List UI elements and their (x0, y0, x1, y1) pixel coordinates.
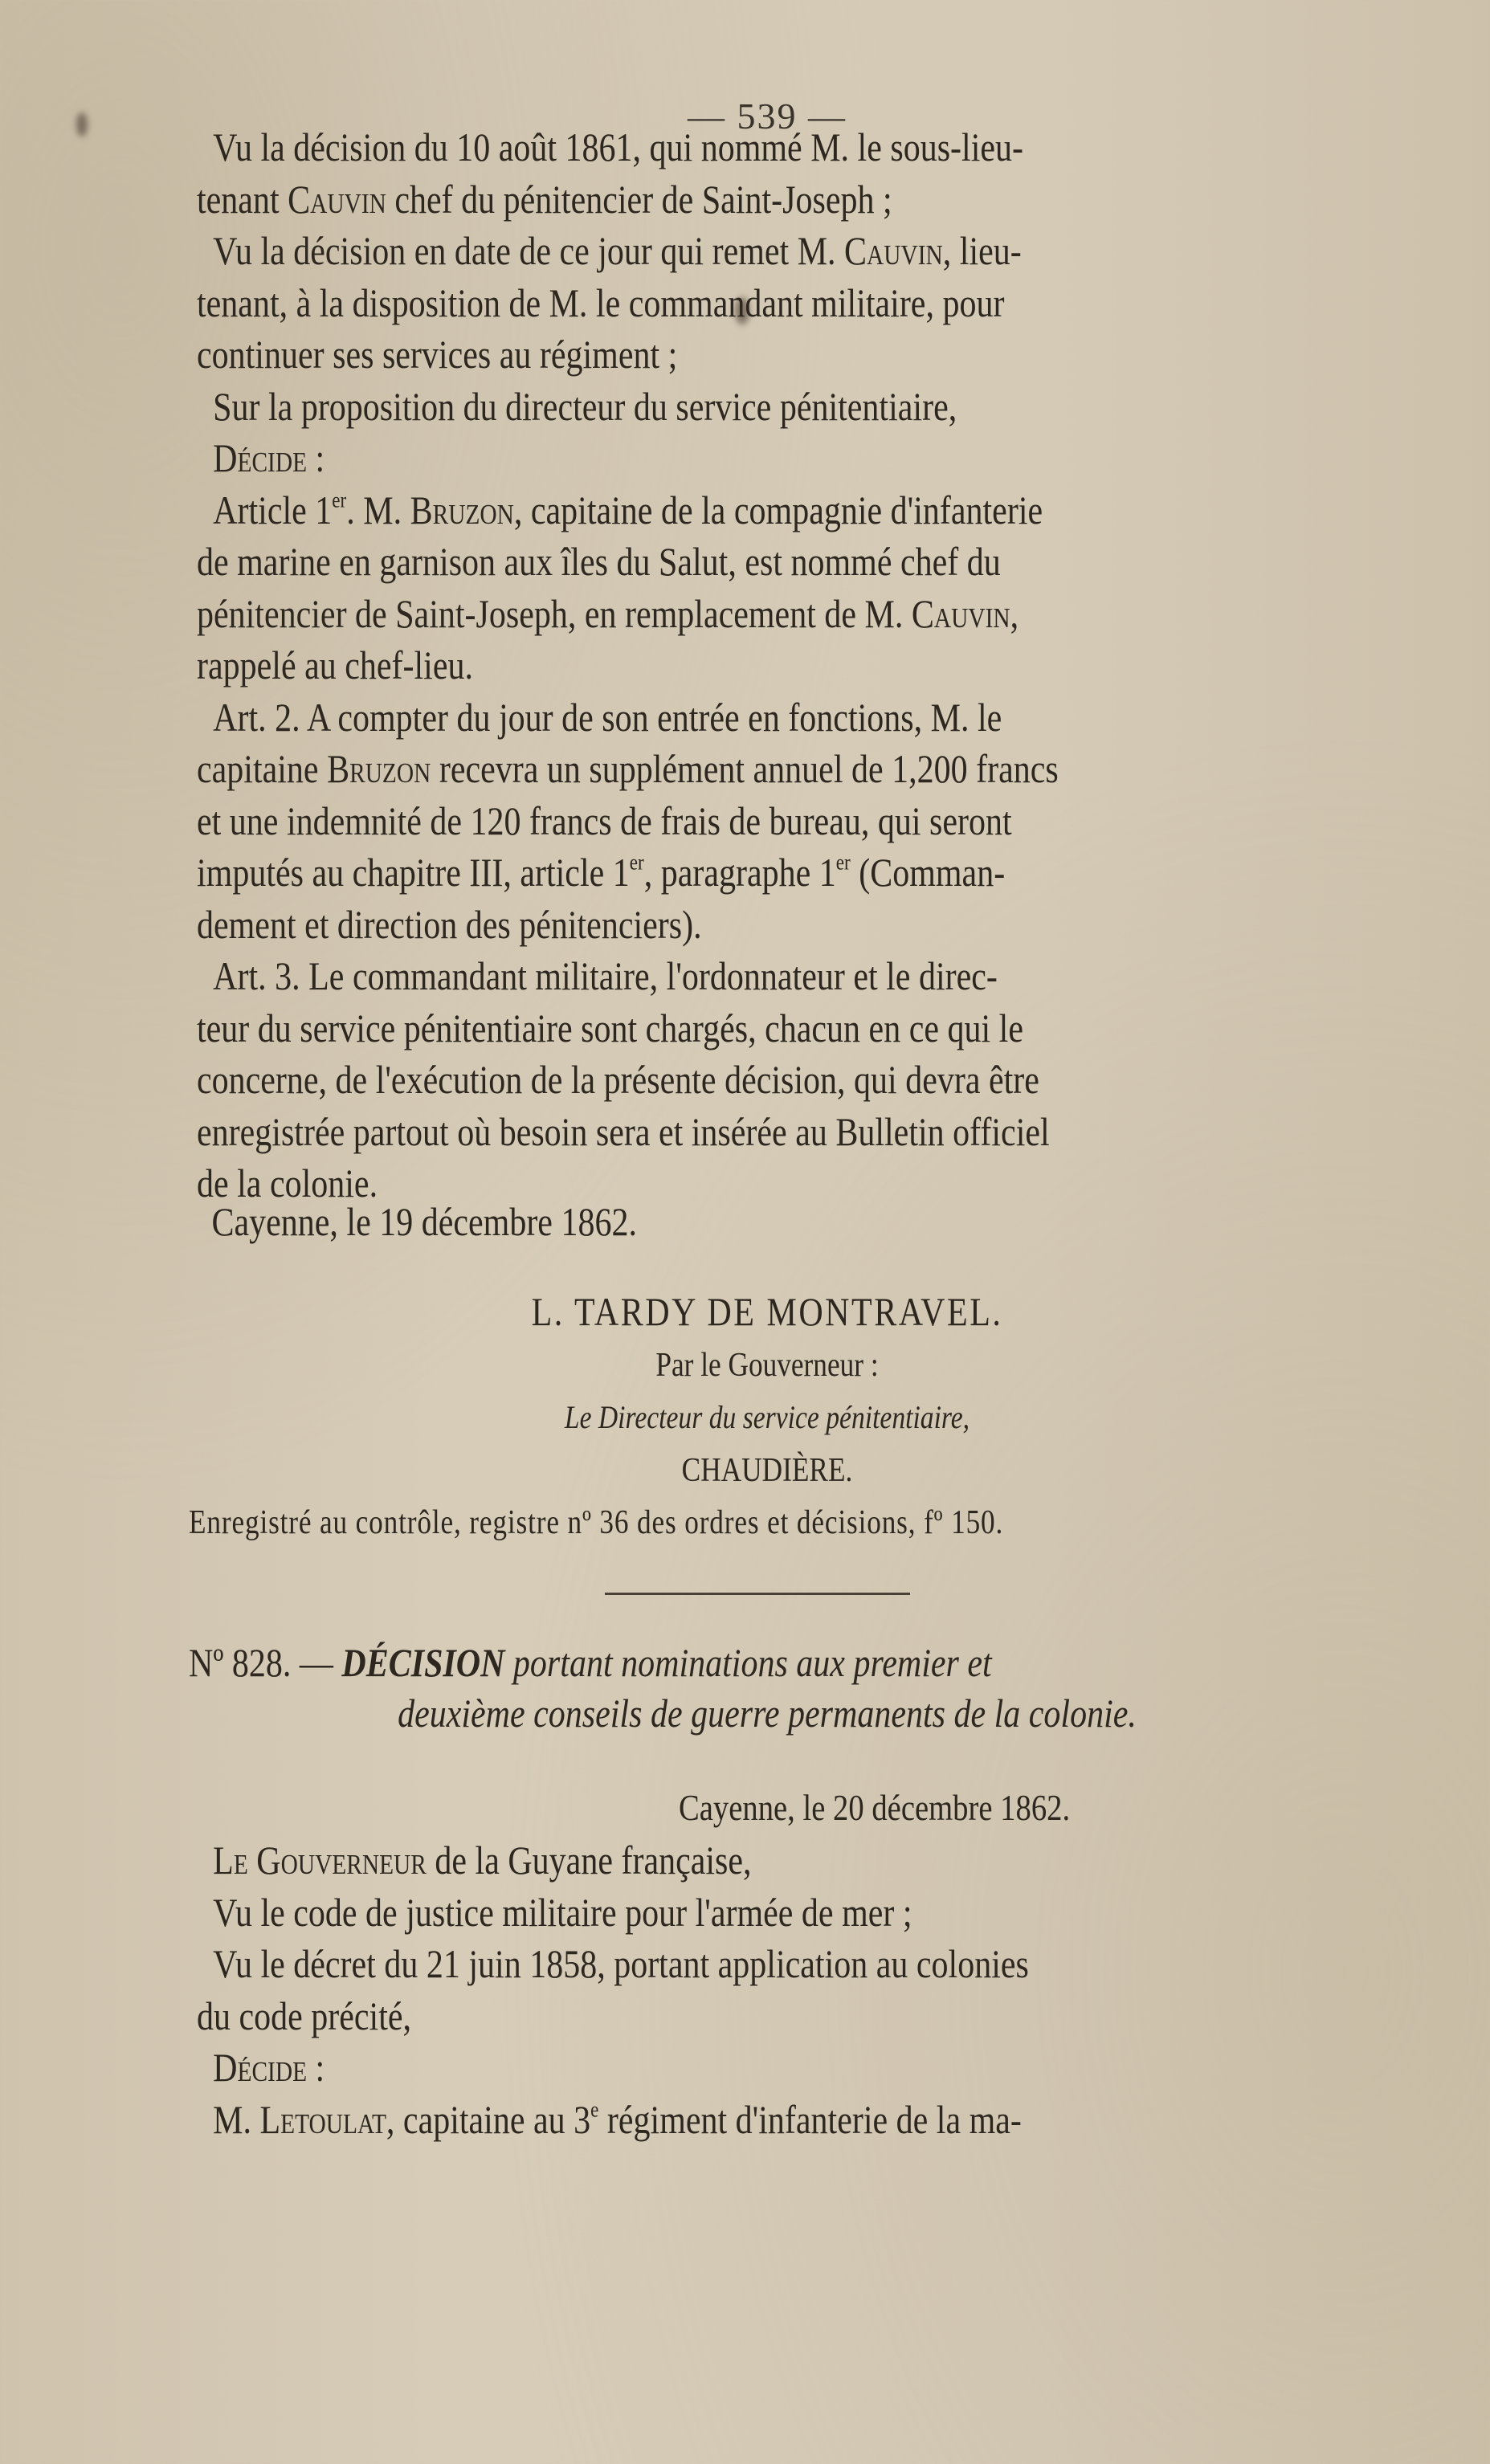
text-line (197, 1006, 1155, 1050)
text-run: de marine en garnison aux îles du Salut, est nommé chef du (197, 539, 1001, 584)
text-run: teur du service pénitentiaire sont chargés, chacun en ce qui le (197, 1005, 1023, 1050)
text-line (197, 487, 1171, 532)
small-caps-name: Cauvin (844, 228, 943, 273)
text-run: régiment d'infanterie de la ma- (598, 2096, 1022, 2142)
text-run: recevra un supplément annuel de 1,200 francs (431, 746, 1059, 791)
text-run: : (307, 2045, 325, 2090)
section-divider (605, 1593, 910, 1595)
text-run: : (307, 435, 325, 480)
text-run: Vu le code de justice militaire pour l'armée de mer ; (213, 1889, 912, 1935)
superscript: er (332, 486, 347, 512)
heading-text-1: portant nominations aux premier et (504, 1640, 992, 1685)
text-run: Article 1 (213, 487, 333, 532)
text-line (197, 280, 1155, 325)
text-line (197, 1109, 1155, 1154)
small-caps-name: Cauvin (911, 590, 1010, 636)
par-le-gouverneur: Par le Gouverneur : (655, 1347, 879, 1384)
superscript: er (629, 849, 644, 875)
text-line (197, 228, 1171, 273)
text-run: de la colonie. (197, 1161, 378, 1205)
text-run: concerne, de l'exécution de la présente décision, qui devra être (197, 1057, 1039, 1102)
text-run: rappelé au chef-lieu. (197, 643, 473, 687)
text-line (197, 695, 1171, 740)
text-run: M. (213, 2096, 260, 2142)
text-line (197, 539, 1155, 584)
text-run: , (1010, 590, 1019, 636)
text-line (197, 850, 1155, 895)
small-caps-name: Bruzon (410, 487, 514, 532)
director-name: CHAUDIÈRE. (681, 1452, 853, 1489)
registration-note: Enregistré au contrôle, registre nº 36 des ordres et décisions, fº 150. (189, 1504, 1004, 1541)
page-number: — 539 — (688, 96, 847, 137)
text-line (197, 591, 1155, 636)
text-line (197, 435, 1171, 480)
text-run: , capitaine de la compagnie d'infanterie (513, 487, 1043, 532)
text-run: Sur la proposition du directeur du service pénitentiaire, (213, 383, 957, 429)
text-line (197, 953, 1171, 998)
text-line (197, 1993, 1155, 2038)
paper-stain (76, 112, 88, 137)
text-run: chef du pénitencier de Saint-Joseph ; (386, 176, 892, 222)
superscript: e (590, 2095, 599, 2121)
text-run: Vu la décision du 10 août 1861, qui nommé M. le sous-lieu- (213, 124, 1024, 169)
text-line (197, 2097, 1171, 2142)
text-line (197, 2045, 1171, 2090)
small-caps-name: Décide (213, 435, 308, 480)
text-run: tenant (197, 176, 288, 222)
text-line (197, 1057, 1155, 1102)
date-line-2: Cayenne, le 20 décembre 1862. (679, 1787, 1071, 1828)
text-line (197, 1941, 1171, 1986)
text-run: tenant, à la disposition de M. le commandant militaire, pour (197, 279, 1005, 325)
text-run: enregistrée partout où besoin sera et insérée au Bulletin officiel (197, 1108, 1050, 1154)
small-caps-name: Décide (213, 2045, 308, 2090)
text-run: (Comman- (850, 850, 1006, 895)
decision-number: Nº 828. — (189, 1640, 342, 1685)
text-line (197, 902, 1155, 947)
text-line (197, 1838, 1171, 1883)
governor-signature: L. TARDY DE MONTRAVEL. (531, 1289, 1003, 1334)
text-line (197, 1890, 1171, 1935)
text-line (197, 384, 1171, 429)
text-run: continuer ses services au régiment ; (197, 332, 678, 377)
small-caps-name: Cauvin (288, 176, 386, 222)
superscript: er (835, 849, 851, 875)
text-run: du code précité, (197, 1993, 412, 2038)
text-run: pénitencier de Saint-Joseph, en remplacement de M. (197, 590, 912, 636)
text-line (197, 332, 1155, 377)
text-run: , lieu- (942, 228, 1022, 273)
text-run: de la Guyane française, (426, 1838, 752, 1883)
text-run: et une indemnité de 120 francs de frais de bureau, qui seront (197, 798, 1012, 843)
text-line (197, 746, 1155, 791)
text-run: . M. (346, 487, 410, 532)
small-caps-name: Le Gouverneur (213, 1838, 427, 1883)
date-line-1: Cayenne, le 19 décembre 1862. (211, 1199, 637, 1244)
director-title: Le Directeur du service pénitentiaire, (564, 1399, 970, 1435)
decision-828-heading (189, 1640, 1147, 1685)
text-run: Art. 2. A compter du jour de son entrée en fonctions, M. le (213, 694, 1002, 740)
small-caps-name: Letoulat (259, 2096, 386, 2142)
text-run: capitaine (197, 746, 328, 791)
text-run: imputés au chapitre III, article 1 (197, 850, 630, 895)
text-run: , paragraphe 1 (643, 850, 836, 895)
decision-828-heading-line2: deuxième conseils de guerre permanents de la colonie. (398, 1691, 1137, 1736)
text-line (197, 643, 1155, 687)
text-run: Vu le décret du 21 juin 1858, portant application au colonies (213, 1941, 1029, 1986)
text-run: Vu la décision en date de ce jour qui remet M. (213, 228, 845, 273)
text-line (197, 798, 1155, 843)
text-run: , capitaine au 3 (386, 2096, 591, 2142)
small-caps-name: Bruzon (327, 746, 431, 791)
text-line (197, 124, 1171, 169)
text-line (197, 177, 1155, 222)
text-run: Art. 3. Le commandant militaire, l'ordonnateur et le direc- (213, 953, 998, 998)
text-run: dement et direction des pénitenciers). (197, 901, 702, 947)
decision-word: DÉCISION (341, 1640, 505, 1685)
